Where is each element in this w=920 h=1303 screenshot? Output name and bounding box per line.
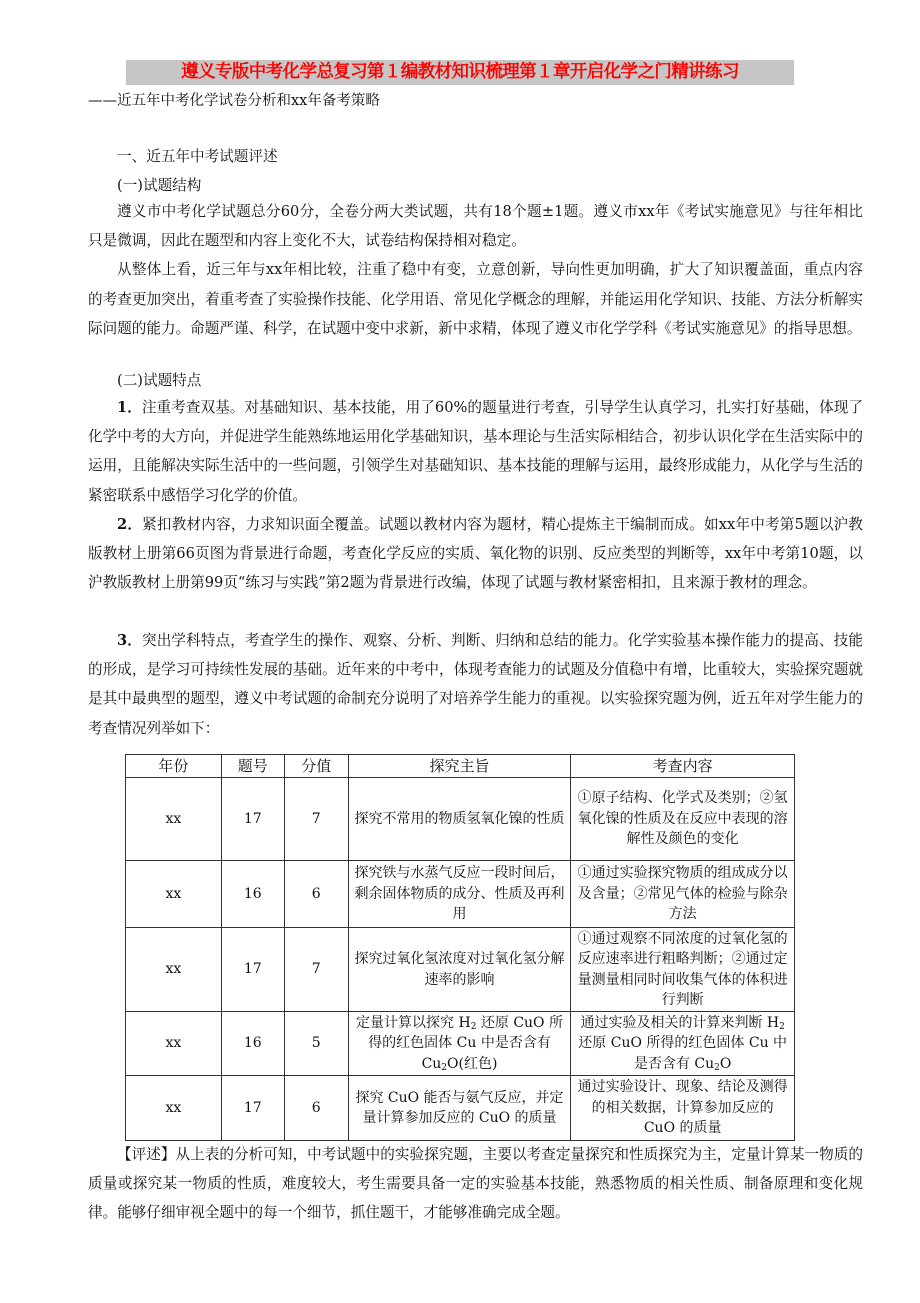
section-heading-1: 一、近五年中考试题评述 — [117, 148, 278, 165]
table-row — [126, 928, 795, 1012]
cell-content: ①通过观察不同浓度的过氧化氢的反应速率进行粗略判断；②通过定量测量相同时间收集气体的体积进行判断 — [571, 928, 795, 1012]
paragraph: 遵义市中考化学试题总分60分，全卷分两大类试题，共有18个题±1题。遵义市xx年《考试实施意见》与往年相比只是微调，因此在题型和内容上变化不大，试卷结构保持相对稳定。 — [88, 203, 863, 250]
cell-aim: 探究不常用的物质氢氧化镍的性质 — [348, 778, 571, 861]
point-text: 紧扣教材内容，力求知识面全覆盖。试题以教材内容为题材，精心提炼主干编制而成。如xx年中考第5题以沪教版教材上册第66页图为背景进行命题，考查化学反应的实质、氧化物的识别、反应类型的判断等，xx年中考第10题，以沪教版教材上册第99页“练习与实践”第2题为背景进行改编，体现了试题与教材紧密相扣，且来源于教材的理念。 — [88, 516, 864, 592]
review-label: 【评述】 — [117, 1146, 176, 1163]
subsection-heading-structure: (一)试题结构 — [117, 177, 202, 194]
feature-point-1 — [88, 393, 863, 510]
text-run: 还原 CuO 所得的红色固体 Cu 中是否含有 Cu — [578, 1035, 788, 1072]
point-text: 突出学科特点，考查学生的操作、观察、分析、判断、归纳和总结的能力。化学实验基本操作能力的提高、技能的形成，是学习可持续性发展的基础。近年来的中考中，体现考查能力的试题及分值稳中有增，比重较大，实验探究题就是其中最典型的题型，遵义中考试题的命制充分说明了对培养学生能力的重视。以实验探究题为例，近五年对学生能力的考查情况列举如下： — [88, 632, 863, 737]
header-year: 年份 — [126, 755, 222, 778]
header-question-no: 题号 — [221, 755, 284, 778]
cell-year: xx — [126, 1076, 222, 1141]
text-run: 还原 CuO 所得的红色固体 Cu 中是否含有 Cu — [368, 1014, 563, 1072]
cell-aim — [348, 1012, 571, 1076]
point-number: 3． — [117, 632, 142, 649]
table-header-row — [126, 755, 795, 778]
cell-content — [571, 1012, 795, 1076]
cell-year: xx — [126, 928, 222, 1012]
text-run: O(红色) — [447, 1055, 498, 1072]
cell-content: ①通过实验探究物质的组成成分以及含量；②常见气体的检验与除杂方法 — [571, 861, 795, 928]
feature-point-3 — [88, 626, 863, 743]
header-aim: 探究主旨 — [348, 755, 571, 778]
subscript: 2 — [714, 1062, 720, 1073]
text-run: 通过实验及相关的计算来判断 H — [580, 1014, 780, 1031]
cell-question-no: 17 — [221, 778, 284, 861]
table-row — [126, 778, 795, 861]
exam-analysis-table — [125, 754, 795, 1141]
table-row — [126, 1076, 795, 1141]
cell-score: 7 — [284, 928, 348, 1012]
cell-question-no: 16 — [221, 1012, 284, 1076]
cell-question-no: 16 — [221, 861, 284, 928]
header-score: 分值 — [284, 755, 348, 778]
point-number: 2． — [117, 516, 143, 533]
cell-question-no: 17 — [221, 928, 284, 1012]
subsection-heading-features: (二)试题特点 — [117, 372, 202, 389]
subscript: 2 — [470, 1021, 477, 1032]
cell-year: xx — [126, 861, 222, 928]
cell-content: ①原子结构、化学式及类别；②氢氧化镍的性质及在反应中表现的溶解性及颜色的变化 — [571, 778, 795, 861]
feature-point-2 — [88, 510, 863, 598]
table-row — [126, 1012, 795, 1076]
cell-content: 通过实验设计、现象、结论及测得的相关数据，计算参加反应的 CuO 的质量 — [571, 1076, 795, 1141]
cell-score: 6 — [284, 861, 348, 928]
cell-score: 7 — [284, 778, 348, 861]
cell-aim: 探究铁与水蒸气反应一段时间后，剩余固体物质的成分、性质及再利用 — [348, 861, 571, 928]
text-run: O — [719, 1055, 732, 1072]
table-row — [126, 861, 795, 928]
review-text: 从上表的分析可知，中考试题中的实验探究题，主要以考查定量探究和性质探究为主，定量计算某一物质的质量或探究某一物质的性质，难度较大，考生需要具备一定的实验基本技能，熟悉物质的相关性质、制备原理和变化规律。能够仔细审视全题中的每一个细节，抓住题干，才能够准确完成全题。 — [88, 1146, 863, 1222]
text-run: 定量计算以探究 H — [356, 1014, 471, 1031]
cell-year: xx — [126, 778, 222, 861]
point-number: 1． — [117, 399, 142, 416]
document-subtitle: ——近五年中考化学试卷分析和xx年备考策略 — [88, 93, 380, 109]
document-title: 遵义专版中考化学总复习第１编教材知识梳理第１章开启化学之门精讲练习 — [181, 62, 739, 82]
cell-score: 6 — [284, 1076, 348, 1141]
structure-paragraphs — [88, 197, 863, 343]
review-paragraph — [88, 1140, 863, 1228]
point-text: 注重考查双基。对基础知识、基本技能，用了60%的题量进行考查，引导学生认真学习，扎实打好基础，体现了化学中考的大方向，并促进学生能熟练地运用化学基础知识，基本理论与生活实际相结合，初步认识化学在生活实际中的运用，且能解决实际生活中的一些问题，引领学生对基础知识、基本技能的理解与运用，最终形成能力，从化学与生活的紧密联系中感悟学习化学的价值。 — [88, 399, 863, 504]
header-content: 考查内容 — [571, 755, 795, 778]
cell-aim: 探究过氧化氢浓度对过氧化氢分解速率的影响 — [348, 928, 571, 1012]
paragraph: 从整体上看，近三年与xx年相比较，注重了稳中有变，立意创新，导向性更加明确，扩大了知识覆盖面，重点内容的考查更加突出，着重考查了实验操作技能、化学用语、常见化学概念的理解，并能运用化学知识、技能、方法分析解实际问题的能力。命题严谨、科学，在试题中变中求新，新中求精，体现了遵义市化学学科《考试实施意见》的指导思想。 — [88, 261, 863, 337]
subscript: 2 — [441, 1062, 448, 1073]
cell-year: xx — [126, 1012, 222, 1076]
subscript: 2 — [779, 1021, 785, 1032]
cell-aim: 探究 CuO 能否与氨气反应，并定量计算参加反应的 CuO 的质量 — [348, 1076, 571, 1141]
cell-question-no: 17 — [221, 1076, 284, 1141]
cell-score: 5 — [284, 1012, 348, 1076]
